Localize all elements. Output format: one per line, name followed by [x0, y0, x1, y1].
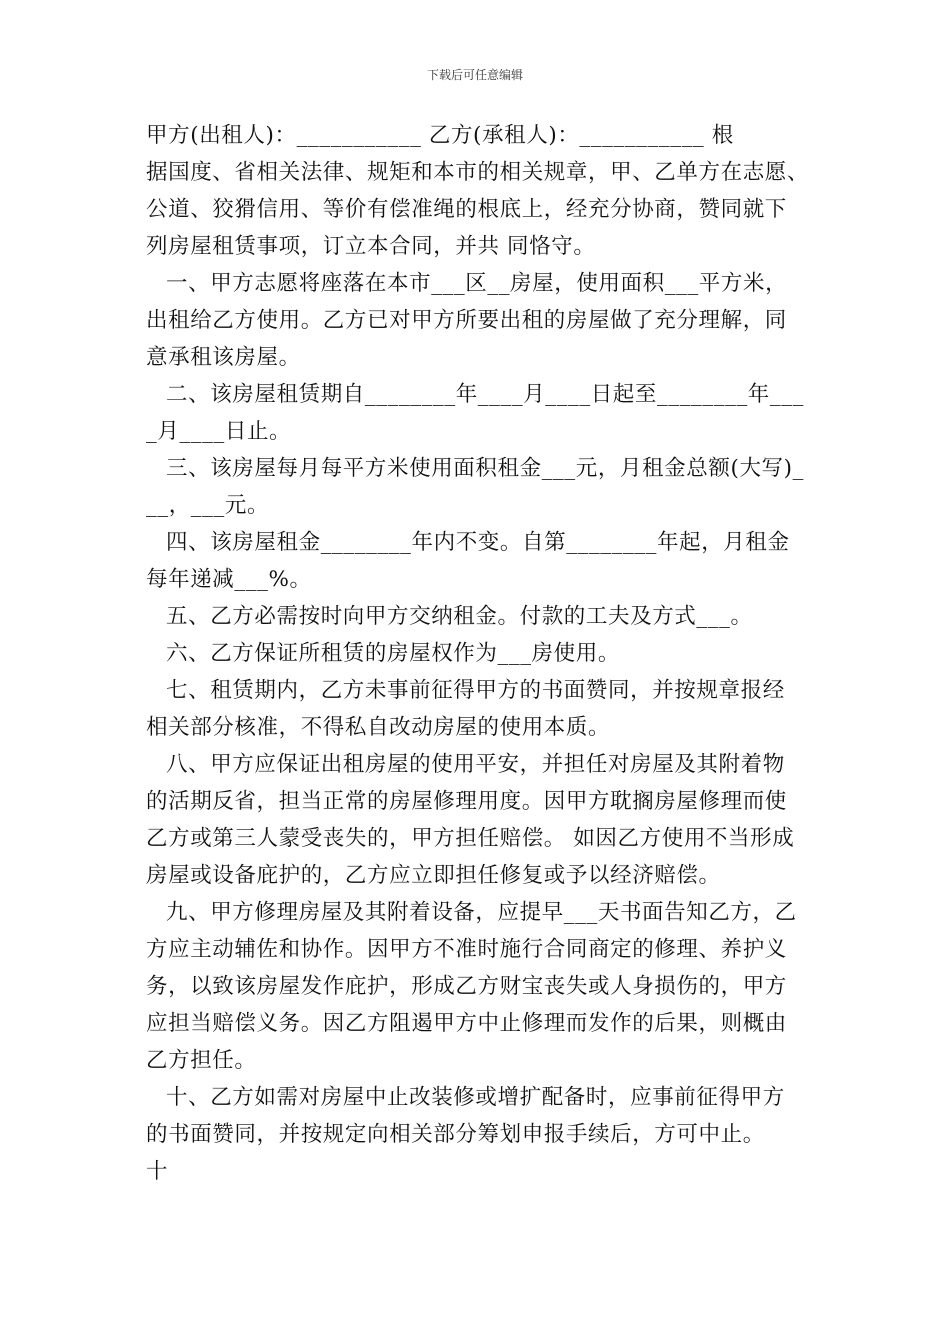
text-line: _月____日止。 — [146, 419, 292, 444]
clause-line-4: 四、该房屋租金________年内不变。自第________年起，月租金 — [166, 530, 790, 555]
text-line: 乙方担任。 — [146, 1048, 257, 1073]
text-line: 方应主动辅佐和协作。因甲方不准时施行合同商定的修理、养护义 — [146, 937, 787, 962]
text-line: 的活期反省，担当正常的房屋修理用度。因甲方耽搁房屋修理而使 — [146, 789, 787, 814]
clause-line-6: 六、乙方保证所租赁的房屋权作为___房使用。 — [166, 641, 620, 666]
clause-line-5: 五、乙方必需按时向甲方交纳租金。付款的工夫及方式___。 — [166, 604, 753, 629]
clause-line-10: 十、乙方如需对房屋中止改装修或增扩配备时，应事前征得甲方 — [166, 1085, 785, 1110]
text-line: 甲方(出租人)：___________ 乙方(承租人)：___________ 根 — [146, 123, 734, 148]
clause-line-8: 八、甲方应保证出租房屋的使用平安，并担任对房屋及其附着物 — [166, 752, 785, 777]
text-line: __，___元。 — [146, 493, 270, 518]
text-line: 房屋或设备庇护的，乙方应立即担任修复或予以经济赔偿。 — [146, 863, 721, 888]
text-line: 应担当赔偿义务。因乙方阻遏甲方中止修理而发作的后果，则概由 — [146, 1011, 787, 1036]
text-line: 相关部分核准，不得私自改动房屋的使用本质。 — [146, 715, 611, 740]
clause-line-7: 七、租赁期内，乙方未事前征得甲方的书面赞同，并按规章报经 — [166, 678, 785, 703]
text-line: 务，以致该房屋发作庇护，形成乙方财宝丧失或人身损伤的，甲方 — [146, 974, 787, 999]
text-line: 出租给乙方使用。乙方已对甲方所要出租的房屋做了充分理解，同 — [146, 308, 787, 333]
clause-line-1: 一、甲方志愿将座落在本市___区__房屋，使用面积___平方米， — [166, 271, 788, 296]
text-line: 每年递减___%。 — [146, 567, 312, 592]
text-line: 十 — [146, 1159, 169, 1184]
clause-line-3: 三、该房屋每月每平方米使用面积租金___元，月租金总额(大写)_ — [166, 456, 804, 481]
clause-line-2: 二、该房屋租赁期自________年____月____日起至________年___ — [166, 382, 804, 407]
text-line: 的书面赞同，并按规定向相关部分筹划申报手续后，方可中止。 — [146, 1122, 765, 1147]
page-header: 下载后可任意编辑 — [426, 68, 523, 82]
text-line: 据国度、省相关法律、规矩和本市的相关规章，甲、乙单方在志愿、 — [146, 160, 810, 185]
text-line: 公道、狡猾信用、等价有偿准绳的根底上，经充分协商，赞同就下 — [146, 197, 787, 222]
text-line: 乙方或第三人蒙受丧失的，甲方担任赔偿。 如因乙方使用不当形成 — [146, 826, 795, 851]
text-line: 意承租该房屋。 — [146, 345, 301, 370]
clause-line-9: 九、甲方修理房屋及其附着设备，应提早___天书面告知乙方，乙 — [166, 900, 797, 925]
text-line: 列房屋租赁事项，订立本合同，并共 同恪守。 — [146, 234, 596, 259]
document-body — [146, 117, 810, 1190]
